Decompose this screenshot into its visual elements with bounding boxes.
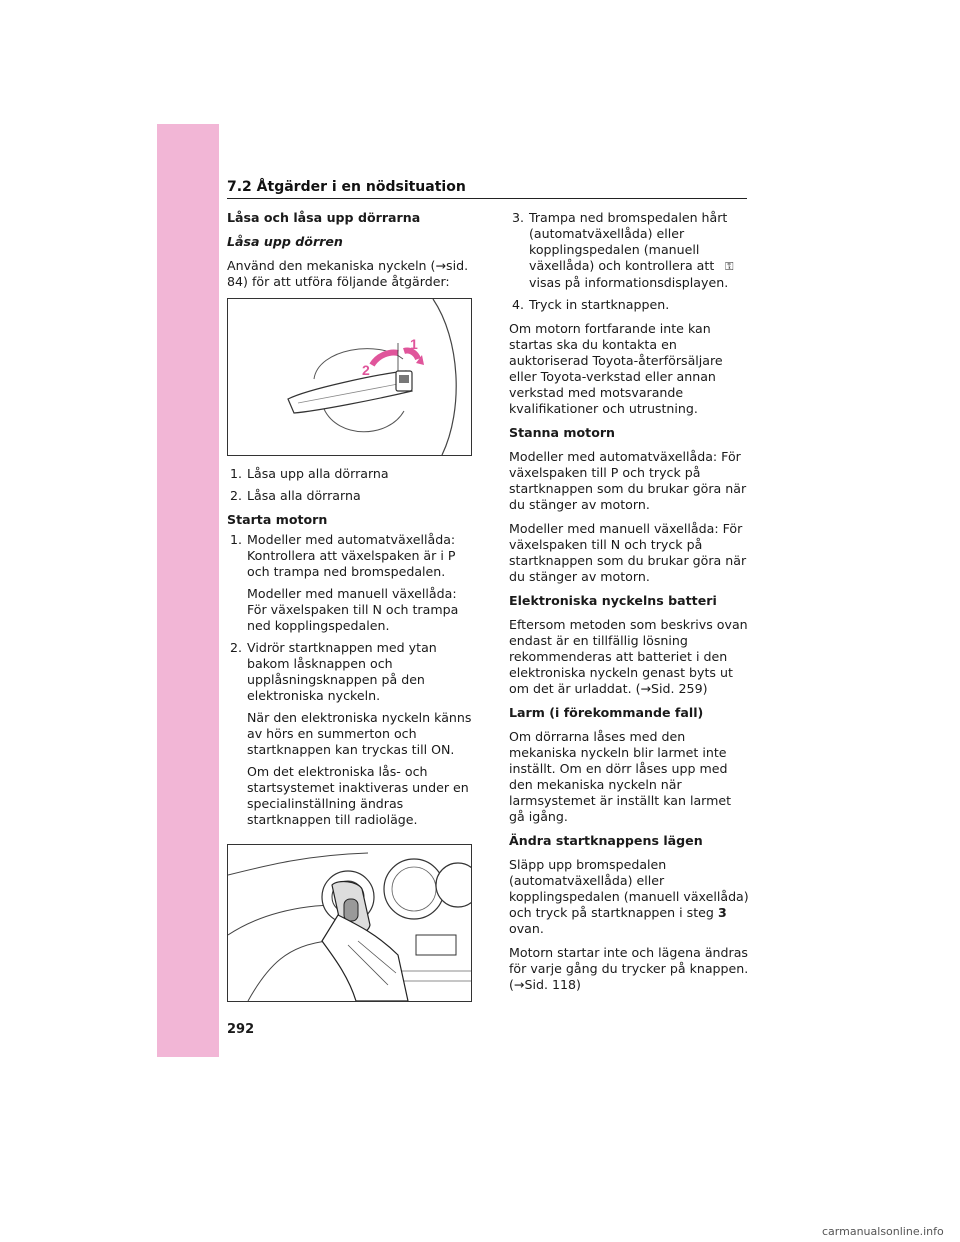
start-button-illustration <box>228 845 471 1001</box>
start-steps-list <box>227 532 472 828</box>
heading-alarm: Larm (i förekommande fall) <box>509 705 704 720</box>
intro-text: Använd den mekaniska nyckeln (→sid. 84) för att utföra följande åtgärder: <box>227 258 469 289</box>
continued-steps-list <box>509 210 749 313</box>
contact-dealer-text: Om motorn fortfarande inte kan startas ska du kontakta en auktoriserad Toyota-återförsäljare eller Toyota-verkstad eller annan verkstad med motsvarande kvalifikationer och utrustning. <box>509 321 723 416</box>
door-handle-figure <box>227 298 472 456</box>
list-item: 3. Trampa ned bromspedalen hårt (automatväxellåda) eller kopplingspedalen (manuell växellåda) och kontrollera att ⚿ visas på informationsdisplayen. <box>509 210 749 291</box>
chapter-side-tab <box>157 124 219 1057</box>
key-battery-text: Eftersom metoden som beskrivs ovan endast är en tillfällig lösning rekommenderas att batteriet i den elektroniska nyckeln genast byts ut om det är urladdat. (→Sid. 259) <box>509 617 748 696</box>
figure-label-2: 2 <box>362 362 370 378</box>
list-item: 1. Låsa upp alla dörrarna <box>230 466 389 481</box>
subheading-unlock-door: Låsa upp dörren <box>227 234 343 249</box>
stop-manual-text: Modeller med manuell växellåda: För växelspaken till N och tryck på startknappen som du brukar göra när du stänger av motorn. <box>509 521 747 584</box>
list-item: 1. Modeller med automatväxellåda: Kontrollera att växelspaken är i P och trampa ned bromspedalen. Modeller med manuell växellåda: För växelspaken till N och trampa ned kopplingspedalen. <box>230 532 459 633</box>
page-number: 292 <box>227 1022 255 1037</box>
key-indicator-icon: ⚿ <box>725 260 734 273</box>
change-modes-text: Släpp upp bromspedalen (automatväxellåda) eller kopplingspedalen (manuell växellåda) och tryck på startknappen i steg 3 ovan. <box>509 857 749 936</box>
list-item: 4. Tryck in startknappen. <box>512 297 670 312</box>
right-column <box>509 210 749 1001</box>
heading-lock-unlock: Låsa och låsa upp dörrarna <box>227 210 421 225</box>
lock-steps-list <box>227 466 472 504</box>
list-item: 2. Vidrör startknappen med ytan bakom låsknappen och upplåsningsknappen på den elektroniska nyckeln. När den elektroniska nyckeln känns av hörs en summerton och startknappen kan tryckas till ON. Om det elektroniska lås- och startsystemet inaktiveras under en specialinställning ändras startknappen till radioläge. <box>230 640 472 827</box>
watermark: carmanualsonline.info <box>822 1225 944 1238</box>
heading-stop-engine: Stanna motorn <box>509 425 616 440</box>
modes-note-text: Motorn startar inte och lägena ändras för varje gång du trycker på knappen. (→Sid. 118) <box>509 945 749 992</box>
left-column <box>227 210 472 1012</box>
heading-change-modes: Ändra startknappens lägen <box>509 833 703 848</box>
list-item: 2. Låsa alla dörrarna <box>230 488 361 503</box>
alarm-text: Om dörrarna låses med den mekaniska nyckeln blir larmet inte inställt. Om en dörr låses upp med den mekaniska nyckeln när larmsystemet är inställt kan larmet gå igång. <box>509 729 732 824</box>
heading-start-engine: Starta motorn <box>227 512 328 527</box>
heading-key-battery: Elektroniska nyckelns batteri <box>509 593 717 608</box>
door-handle-illustration <box>228 299 471 455</box>
section-header: 7.2 Åtgärder i en nödsituation <box>227 179 747 199</box>
start-button-figure <box>227 844 472 1002</box>
stop-automatic-text: Modeller med automatväxellåda: För växelspaken till P och tryck på startknappen som du brukar göra när du stänger av motorn. <box>509 449 747 512</box>
figure-label-1: 1 <box>410 336 418 352</box>
